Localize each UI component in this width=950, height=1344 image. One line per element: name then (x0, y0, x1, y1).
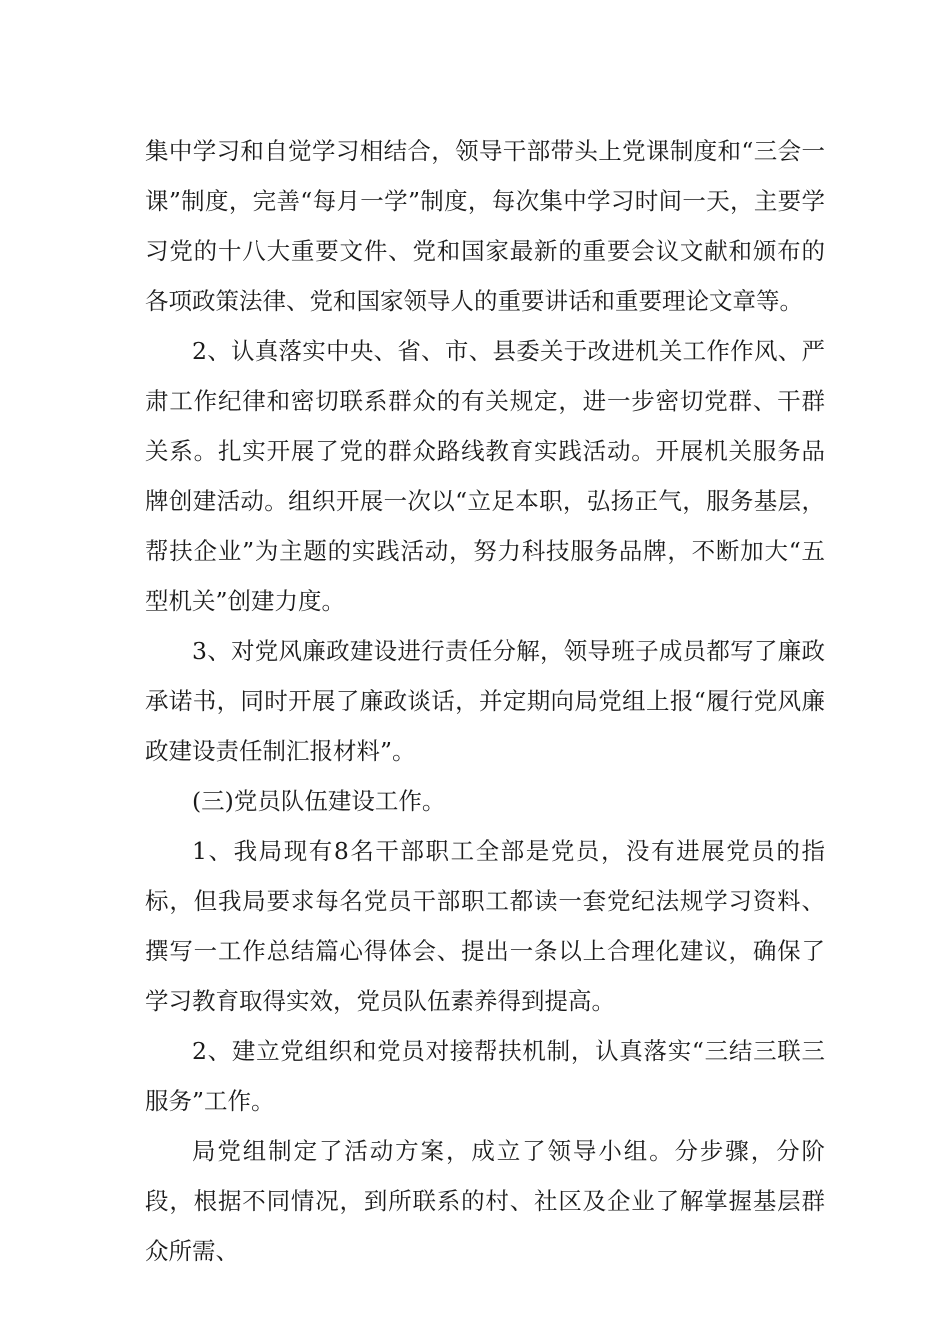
paragraph-study-system: 集中学习和自觉学习相结合，领导干部带头上党课制度和“三会一课”制度，完善“每月一学”制度，每次集中学习时间一天，主要学习党的十八大重要文件、党和国家最新的重要会议文献和颁布的各项政策法律、党和国家领导人的重要讲话和重要理论文章等。 (145, 137, 825, 315)
paragraph-action-plan: 局党组制定了活动方案，成立了领导小组。分步骤，分阶段，根据不同情况，到所联系的村、社区及企业了解掌握基层群众所需、 (145, 1137, 825, 1265)
paragraph-member-count: 1、我局现有8名干部职工全部是党员，没有进展党员的指标，但我局要求每名党员干部职工都读一套党纪法规学习资料、撰写一工作总结篇心得体会、提出一条以上合理化建议，确保了学习教育取得实效，党员队伍素养得到提高。 (145, 837, 825, 1015)
section-heading-party-members: (三)党员队伍建设工作。 (192, 787, 446, 815)
paragraph-integrity: 3、对党风廉政建设进行责任分解，领导班子成员都写了廉政承诺书，同时开展了廉政谈话，并定期向局党组上报“履行党风廉政建设责任制汇报材料”。 (145, 637, 825, 765)
paragraph-assistance-mechanism: 2、建立党组织和党员对接帮扶机制，认真落实“三结三联三服务”工作。 (145, 1037, 825, 1115)
document-body (145, 126, 825, 1276)
paragraph-work-style: 2、认真落实中央、省、市、县委关于改进机关工作作风、严肃工作纪律和密切联系群众的有关规定，进一步密切党群、干群关系。扎实开展了党的群众路线教育实践活动。开展机关服务品牌创建活动。组织开展一次以“立足本职，弘扬正气，服务基层，帮扶企业”为主题的实践活动，努力科技服务品牌，不断加大“五型机关”创建力度。 (145, 337, 825, 615)
